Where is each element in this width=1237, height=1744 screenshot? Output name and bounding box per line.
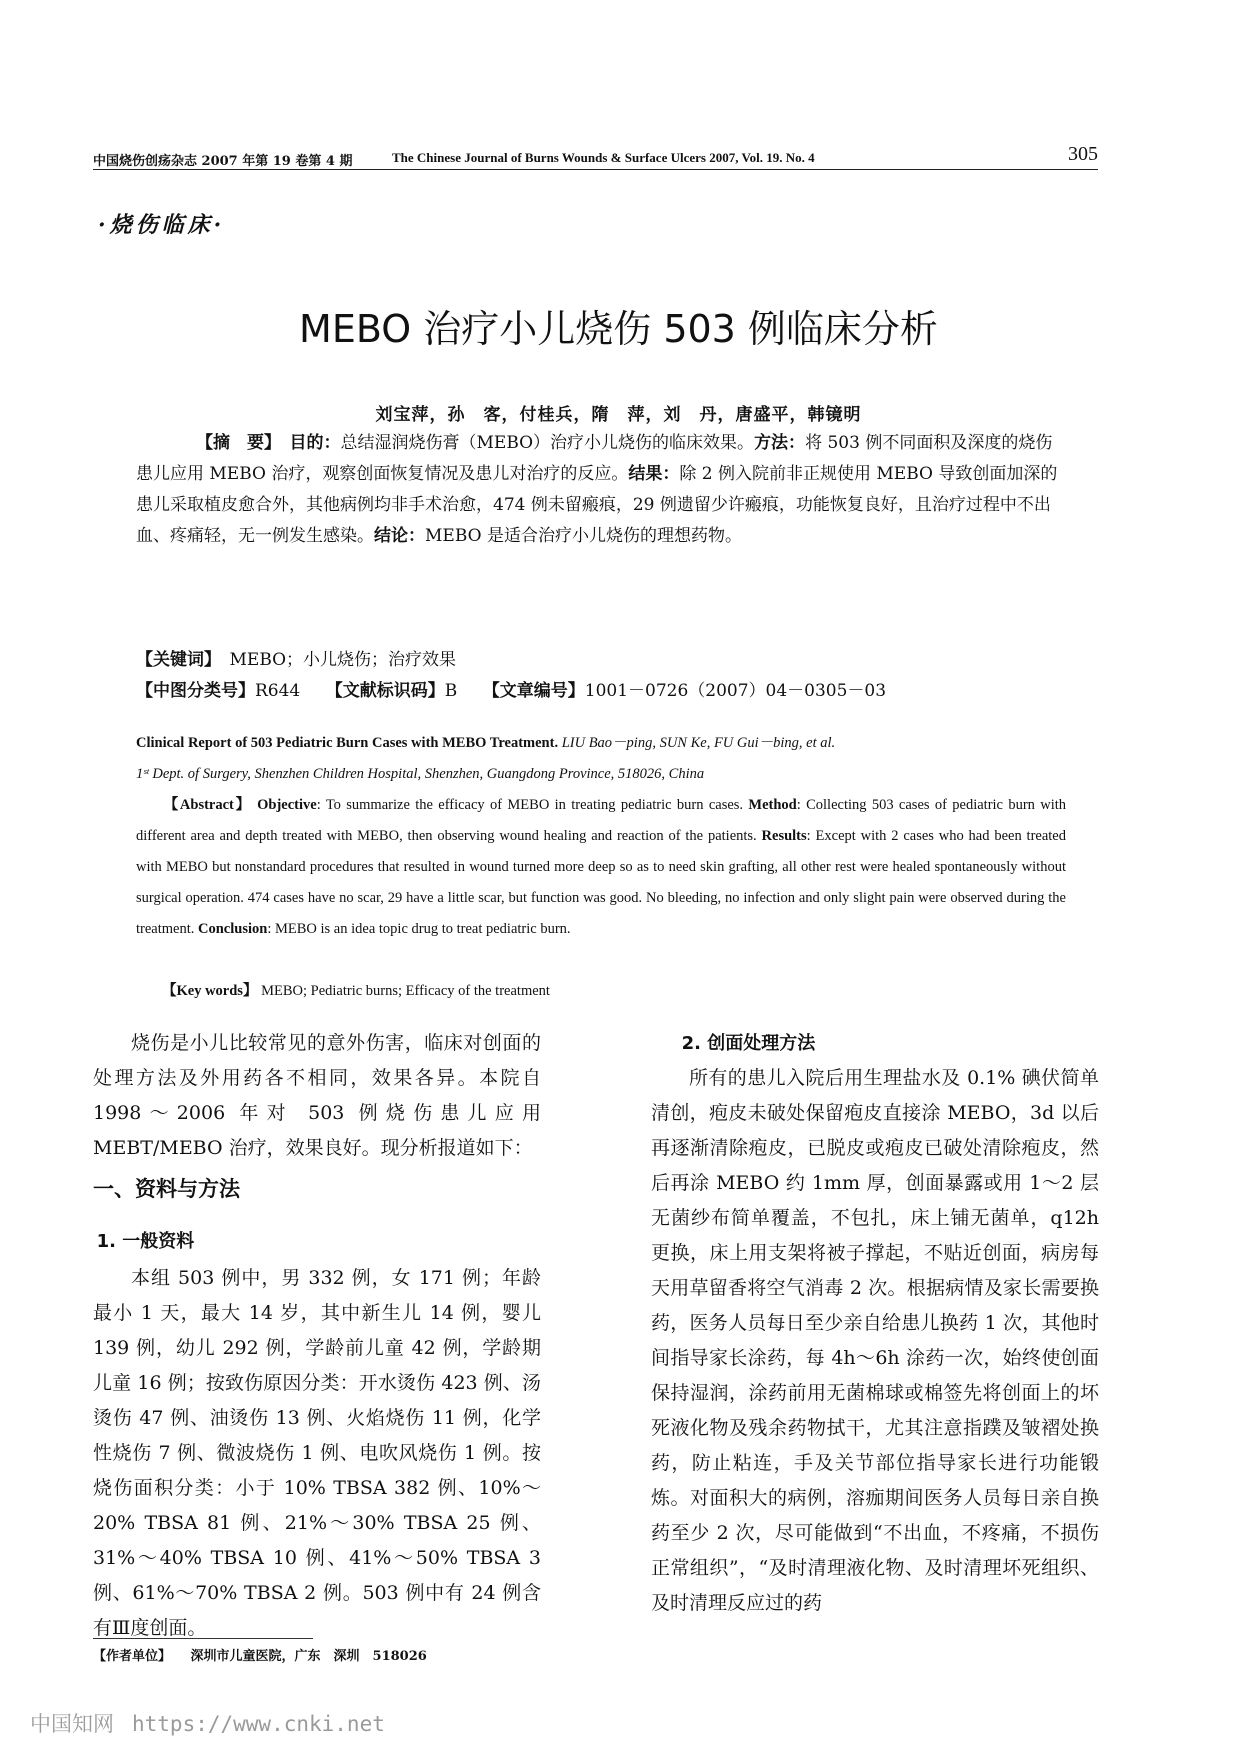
- footnote-text: 深圳市儿童医院，广东 深圳 518026: [190, 1649, 427, 1664]
- footnote-label: 【作者单位】: [93, 1649, 165, 1664]
- english-abstract-label: 【Abstract】: [162, 797, 252, 813]
- english-title: Clinical Report of 503 Pediatric Burn Cases with MEBO Treatment.: [136, 735, 559, 751]
- right-column: [651, 1026, 1099, 1621]
- conclusion-label-en: Conclusion: [198, 921, 268, 937]
- keywords-cn-text: MEBO；小儿烧伤；治疗效果: [229, 650, 457, 670]
- header-rule: [93, 169, 1098, 170]
- method-text-en: : Collecting 503 cases of pediatric burn with different area and depth treated with MEBO, then observing wound healing and reaction of the patients.: [136, 797, 1067, 844]
- intro-paragraph: 烧伤是小儿比较常见的意外伤害，临床对创面的处理方法及外用药各不相同，效果各异。本院自 1998～2006 年对 503 例烧伤患儿应用 MEBT/MEBO 治疗，效果良好。现分析报道如下：: [93, 1032, 541, 1159]
- clc-label: 【中图分类号】: [136, 681, 255, 701]
- method-label-cn: 方法：: [754, 433, 806, 453]
- english-abstract: [136, 790, 1066, 945]
- general-data-paragraph: 本组 503 例中，男 332 例，女 171 例；年龄最小 1 天，最大 14 岁，其中新生儿 14 例，婴儿 139 例，幼儿 292 例，学龄前儿童 42 例，学龄期儿童 16 例；按致伤原因分类：开水烫伤 423 例、汤烫伤 47 例、油烫伤 13 例、火焰烧伤 11 例，化学性烧伤 7 例、微波烧伤 1 例、电吹风烧伤 1 例。按烧伤面积分类：小于 10% TBSA 382 例、10%～20% TBSA 81 例、21%～30% TBSA 25 例、31%～40% TBSA 10 例、41%～50% TBSA 3 例、61%～70% TBSA 2 例。503 例中有 24 例含有Ⅲ度创面。: [93, 1267, 541, 1639]
- keywords-cn-label: 【关键词】: [136, 650, 213, 670]
- watermark-url[interactable]: https://www.cnki.net: [132, 1712, 385, 1736]
- subsection-heading-general: 1. 一般资料: [96, 1231, 195, 1252]
- subsection-heading-wound-treatment: 2. 创面处理方法: [681, 1033, 816, 1054]
- english-authors: LIU Bao－ping, SUN Ke, FU Gui－bing, et al.: [561, 735, 836, 751]
- classification-line: [136, 676, 1066, 707]
- results-text-en: : Except with 2 cases who had been treated with MEBO but nonstandard procedures that resulted in wound turned more deep so as to need skin grafting, all other rest were healed spontaneously without surgical operation. 474 cases have no scar, 29 have a little scar, but function was good. No bleeding, no infection and only slight pain were observed during the treatment.: [136, 828, 1066, 937]
- abstract-cn: [136, 428, 1066, 552]
- journal-header-cn: 中国烧伤创疡杂志 2007 年第 19 卷第 4 期: [93, 154, 353, 169]
- watermark-brand: 中国知网: [30, 1712, 114, 1736]
- doc-code-value: B: [444, 681, 458, 701]
- article-title: MEBO 治疗小儿烧伤 503 例临床分析: [299, 307, 938, 351]
- objective-label-cn: 目的：: [289, 433, 341, 453]
- method-label-en: Method: [748, 797, 797, 813]
- doc-code-label: 【文献标识码】: [334, 681, 445, 701]
- conclusion-label-cn: 结论：: [374, 526, 425, 546]
- objective-text-cn: 总结湿润烧伤膏（MEBO）治疗小儿烧伤的临床效果。: [340, 433, 755, 453]
- abstract-cn-label: 【摘 要】: [196, 433, 273, 453]
- author-affiliation-footnote: [93, 1645, 427, 1664]
- english-keywords-text: MEBO; Pediatric burns; Efficacy of the treatment: [261, 983, 550, 999]
- method-text-cn: 将 503 例不同面积及深度的烧伤患儿应用 MEBO 治疗，观察创面恢复情况及患儿对治疗的反应。: [136, 433, 1053, 484]
- conclusion-text-en: : MEBO is an idea topic drug to treat pediatric burn.: [267, 921, 571, 937]
- keywords-cn: [136, 645, 1066, 676]
- english-title-line: [136, 728, 1066, 759]
- footnote-rule: [93, 1638, 313, 1639]
- wound-treatment-paragraph: 所有的患儿入院后用生理盐水及 0.1% 碘伏简单清创，疱皮未破处保留疱皮直接涂 MEBO，3d 以后再逐渐清除疱皮，已脱皮或疱皮已破处清除疱皮，然后再涂 MEBO 约 1mm 厚，创面暴露或用 1～2 层无菌纱布简单覆盖，不包扎，床上铺无菌单，q12h 更换，床上用支架将被子撑起，不贴近创面，病房每天用草留香将空气消毒 2 次。根据病情及家长需要换药，医务人员每日至少亲自给患儿换药 1 次，其他时间指导家长涂药，每 4h～6h 涂药一次，始终使创面保持湿润，涂药前用无菌棉球或棉签先将创面上的坏死液化物及残余药物拭干，尤其注意指蹼及皱褶处换药，防止粘连，手及关节部位指导家长进行功能锻炼。对面积大的病例，溶痂期间医务人员每日亲自换药至少 2 次，尽可能做到“不出血，不疼痛，不损伤正常组织”，“及时清理液化物、及时清理坏死组织、及时清理反应过的药: [651, 1067, 1099, 1614]
- objective-label-en: Objective: [257, 797, 317, 813]
- clc-value: R644: [255, 681, 301, 701]
- results-label-cn: 结果：: [628, 464, 680, 484]
- article-id-value: 1001－0726（2007）04－0305－03: [584, 681, 887, 701]
- objective-text-en: : To summarize the efficacy of MEBO in treating pediatric burn cases.: [316, 797, 744, 813]
- journal-header-en: The Chinese Journal of Burns Wounds & Surface Ulcers 2007, Vol. 19. No. 4: [392, 150, 815, 165]
- english-affiliation: 1ˢᵗ Dept. of Surgery, Shenzhen Children Hospital, Shenzhen, Guangdong Province, 518026, China: [136, 766, 705, 782]
- author-list: 刘宝萍，孙 客，付桂兵，隋 萍，刘 丹，唐盛平，韩镜明: [375, 405, 862, 425]
- article-id-label: 【文章编号】: [491, 681, 585, 701]
- section-heading-materials-methods: 一、资料与方法: [93, 1177, 240, 1201]
- section-tag: ·烧伤临床·: [98, 212, 226, 238]
- results-label-en: Results: [761, 828, 807, 844]
- cnki-watermark: [30, 1708, 385, 1738]
- english-keywords: [136, 976, 1066, 1007]
- page-number: 305: [1068, 143, 1098, 165]
- results-text-cn: 除 2 例入院前非正规使用 MEBO 导致创面加深的患儿采取植皮愈合外，其他病例均非手术治愈，474 例未留瘢痕，29 例遗留少许瘢痕，功能恢复良好，且治疗过程中不出血、疼痛轻，无一例发生感染。: [136, 464, 1058, 546]
- english-keywords-label: 【Key words】: [162, 983, 258, 999]
- conclusion-text-cn: MEBO 是适合治疗小儿烧伤的理想药物。: [425, 526, 742, 546]
- left-column: [93, 1026, 541, 1646]
